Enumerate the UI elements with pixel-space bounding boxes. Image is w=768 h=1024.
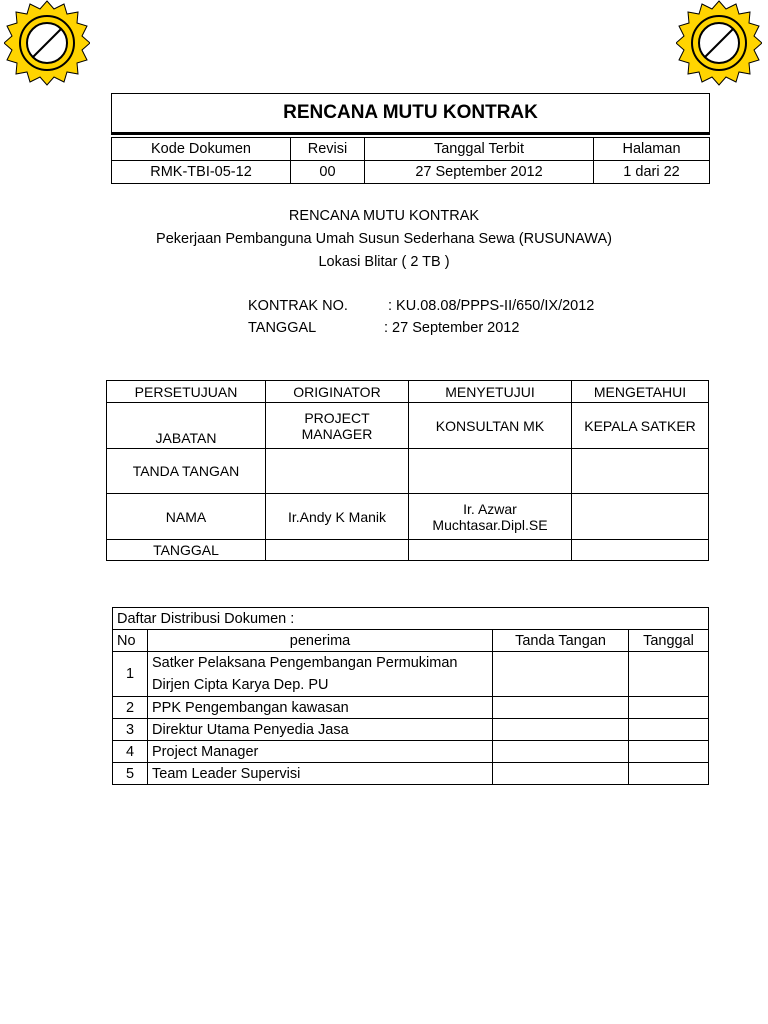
abbyy-seal-icon (4, 0, 90, 86)
tanggal-mengetahui (572, 540, 709, 561)
row-label-jabatan: JABATAN (107, 403, 266, 449)
revisi-value: 00 (291, 161, 365, 184)
col-halaman: Halaman (594, 138, 710, 161)
table-row (113, 741, 709, 763)
tanda-tangan-originator (266, 449, 409, 494)
col-tanggal: Tanggal (629, 630, 709, 652)
table-row (113, 697, 709, 719)
approval-header-row (107, 381, 709, 403)
document-title: RENCANA MUTU KONTRAK (111, 93, 710, 135)
row-penerima: Project Manager (148, 741, 493, 763)
row-label-tanda-tangan: TANDA TANGAN (107, 449, 266, 494)
col-kode-dokumen: Kode Dokumen (112, 138, 291, 161)
row-tanda-tangan (493, 741, 629, 763)
distribution-header-row (113, 630, 709, 652)
row-tanda-tangan (493, 763, 629, 785)
document-info-table (111, 137, 710, 184)
nama-mengetahui (572, 494, 709, 540)
row-no: 4 (113, 741, 148, 763)
tanda-tangan-mengetahui (572, 449, 709, 494)
distribution-title: Daftar Distribusi Dokumen : (113, 608, 709, 630)
document-info-header-row (112, 138, 710, 161)
table-row (113, 719, 709, 741)
row-penerima: PPK Pengembangan kawasan (148, 697, 493, 719)
approval-row-tanda-tangan (107, 449, 709, 494)
intro-location: Lokasi Blitar ( 2 TB ) (318, 254, 450, 270)
kode-dokumen-value: RMK-TBI-05-12 (112, 161, 291, 184)
col-menyetujui: MENYETUJUI (409, 381, 572, 403)
tanggal-originator (266, 540, 409, 561)
col-revisi: Revisi (291, 138, 365, 161)
row-tanggal (629, 741, 709, 763)
col-persetujuan: PERSETUJUAN (107, 381, 266, 403)
approval-row-nama (107, 494, 709, 540)
approval-row-tanggal (107, 540, 709, 561)
tanda-tangan-menyetujui (409, 449, 572, 494)
row-tanda-tangan (493, 719, 629, 741)
col-no: No (113, 630, 148, 652)
nama-originator: Ir.Andy K Manik (266, 494, 409, 540)
col-tanggal-terbit: Tanggal Terbit (365, 138, 594, 161)
col-mengetahui: MENGETAHUI (572, 381, 709, 403)
col-penerima: penerima (148, 630, 493, 652)
row-no: 5 (113, 763, 148, 785)
row-tanda-tangan (493, 697, 629, 719)
tanggal-terbit-value: 27 September 2012 (365, 161, 594, 184)
row-label-nama: NAMA (107, 494, 266, 540)
row-tanggal (629, 719, 709, 741)
intro-project: Pekerjaan Pembanguna Umah Susun Sederhana Sewa (RUSUNAWA) (156, 231, 612, 247)
row-tanggal (629, 697, 709, 719)
jabatan-menyetujui: KONSULTAN MK (409, 403, 572, 449)
tanggal-value: : 27 September 2012 (384, 320, 520, 336)
abbyy-seal-icon (676, 0, 762, 86)
row-no: 3 (113, 719, 148, 741)
row-penerima: Direktur Utama Penyedia Jasa (148, 719, 493, 741)
tanggal-label: TANGGAL (248, 320, 317, 336)
tanggal-menyetujui (409, 540, 572, 561)
distribution-title-row (113, 608, 709, 630)
jabatan-originator: PROJECT MANAGER (266, 403, 409, 449)
row-label-tanggal: TANGGAL (107, 540, 266, 561)
abbyy-watermark-seal-right[interactable] (676, 0, 762, 86)
intro-title: RENCANA MUTU KONTRAK (288, 208, 480, 224)
row-tanda-tangan (493, 652, 629, 697)
table-row (113, 652, 709, 697)
kontrak-label: KONTRAK NO. (248, 298, 348, 314)
approval-table (106, 380, 709, 561)
table-row (113, 763, 709, 785)
kontrak-value: : KU.08.08/PPPS-II/650/IX/2012 (388, 298, 595, 314)
document-info-value-row (112, 161, 710, 184)
col-tanda-tangan: Tanda Tangan (493, 630, 629, 652)
row-penerima: Satker Pelaksana Pengembangan Permukiman Dirjen Cipta Karya Dep. PU (148, 652, 493, 697)
distribution-table (112, 607, 709, 785)
jabatan-mengetahui: KEPALA SATKER (572, 403, 709, 449)
nama-menyetujui: Ir. Azwar Muchtasar.Dipl.SE (409, 494, 572, 540)
row-penerima: Team Leader Supervisi (148, 763, 493, 785)
row-tanggal (629, 652, 709, 697)
abbyy-watermark-seal-left[interactable] (4, 0, 90, 86)
row-no: 2 (113, 697, 148, 719)
halaman-value: 1 dari 22 (594, 161, 710, 184)
row-no: 1 (113, 652, 148, 697)
col-originator: ORIGINATOR (266, 381, 409, 403)
approval-row-jabatan (107, 403, 709, 449)
row-tanggal (629, 763, 709, 785)
